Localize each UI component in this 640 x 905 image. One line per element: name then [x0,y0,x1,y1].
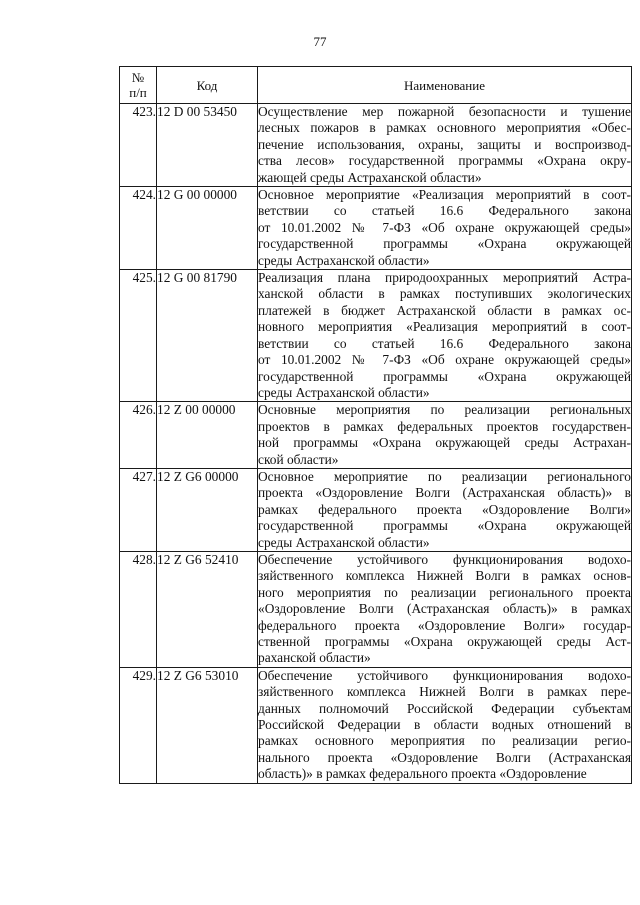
row-name-line: рамках основного мероприятия по реализации регио- [258,733,631,749]
row-name-line: Основное мероприятие по реализации регионального [258,468,631,484]
row-name-line: ства лесов» государственной программы «Охрана окру- [258,153,631,169]
row-name [258,270,632,402]
row-name-line: ской области» [258,451,339,467]
table-row [120,270,632,402]
page-number: 77 [313,34,327,49]
row-name [258,551,632,667]
row-number: 425. [120,270,157,402]
table-row [120,551,632,667]
row-number: 429. [120,667,157,783]
row-name-line: ного мероприятия по реализации регионального проекта [258,584,631,600]
table-row [120,187,632,270]
row-name-line: проектов в рамках федеральных проектов государствен- [258,418,631,434]
row-name-line: зяйственного комплекса Нижней Волги в рамках основ- [258,568,631,584]
row-name-line: лесных пожаров в рамках основного мероприятия «Обес- [258,120,631,136]
row-name-line: Основные мероприятия по реализации региональных [258,402,631,418]
row-name [258,667,632,783]
row-number: 427. [120,468,157,551]
row-code: 12 Z 00 00000 [157,402,258,469]
row-code: 12 Z G6 52410 [157,551,258,667]
row-name-line: «Оздоровление Волги (Астраханская область)» в рамках [258,601,631,617]
row-name-line: новного мероприятия «Реализация мероприятий в соот- [258,319,631,335]
row-name [258,187,632,270]
row-name-line: печение использования, охраны, защиты и воспроизвод- [258,136,631,152]
row-code: 12 G 00 00000 [157,187,258,270]
row-name-line: от 10.01.2002 № 7-ФЗ «Об охране окружающей среды» [258,219,631,235]
row-code: 12 Z G6 53010 [157,667,258,783]
row-name [258,104,632,187]
row-name [258,468,632,551]
row-code: 12 Z G6 00000 [157,468,258,551]
row-name-line: данных полномочий Российской Федерации субъектам [258,700,631,716]
row-name-line: ственной программы «Охрана окружающей среды Аст- [258,634,631,649]
row-name-line: государственной программы «Охрана окружающей [258,236,631,252]
row-name-line: ветствии со статьей 16.6 Федерального закона [258,335,631,351]
row-number: 424. [120,187,157,270]
row-name-line: Обеспечение устойчивого функционирования водохо- [258,667,631,683]
header-name: Наименование [258,67,632,104]
row-code: 12 D 00 53450 [157,104,258,187]
row-name-line: Реализация плана природоохранных мероприятий Астра- [258,270,631,286]
row-name-line: Основное мероприятие «Реализация мероприятий в соот- [258,187,631,203]
row-name [258,402,632,469]
row-name-line: ной программы «Охрана окружающей среды Астрахан- [258,435,631,451]
row-name-line: платежей в бюджет Астраханской области в рамках ос- [258,302,631,318]
row-name-line: среды Астраханской области» [258,534,430,550]
row-name-line: раханской области» [258,650,371,666]
row-name-line: ханской области в рамках поступивших экологических [258,286,631,302]
row-number: 426. [120,402,157,469]
table-row [120,468,632,551]
row-code: 12 G 00 81790 [157,270,258,402]
row-name-line: рамках федерального проекта «Оздоровление Волги» [258,501,631,517]
row-number: 423. [120,104,157,187]
row-name-line: государственной программы «Охрана окружающей [258,368,631,384]
row-name-line: область)» в рамках федерального проекта «Оздоровление [258,766,587,782]
row-name-line: Обеспечение устойчивого функционирования водохо- [258,551,631,567]
row-number: 428. [120,551,157,667]
row-name-line: проекта «Оздоровление Волги (Астраханская область)» в [258,485,631,501]
row-name-line: государственной программы «Охрана окружающей [258,518,631,534]
budget-classification-table [119,66,632,784]
table-row [120,667,632,783]
row-name-line: нального проекта «Оздоровление Волги (Астраханская [258,749,631,765]
row-name-line: федерального проекта «Оздоровление Волги» государ- [258,617,631,633]
row-name-line: Российской Федерации в области водных отношений в [258,717,631,733]
table-header-row [120,67,632,104]
row-name-line: жающей среды Астраханской области» [258,169,482,185]
row-name-line: среды Астраханской области» [258,252,430,268]
row-name-line: Осуществление мер пожарной безопасности и тушение [258,104,631,119]
row-name-line: от 10.01.2002 № 7-ФЗ «Об охране окружающей среды» [258,352,631,368]
header-number: № п/п [120,67,157,104]
row-name-line: зяйственного комплекса Нижней Волги в рамках пере- [258,684,631,700]
header-code: Код [157,67,258,104]
table-row [120,402,632,469]
row-name-line: среды Астраханской области» [258,384,430,400]
table-row [120,104,632,187]
row-name-line: ветствии со статьей 16.6 Федерального закона [258,203,631,219]
